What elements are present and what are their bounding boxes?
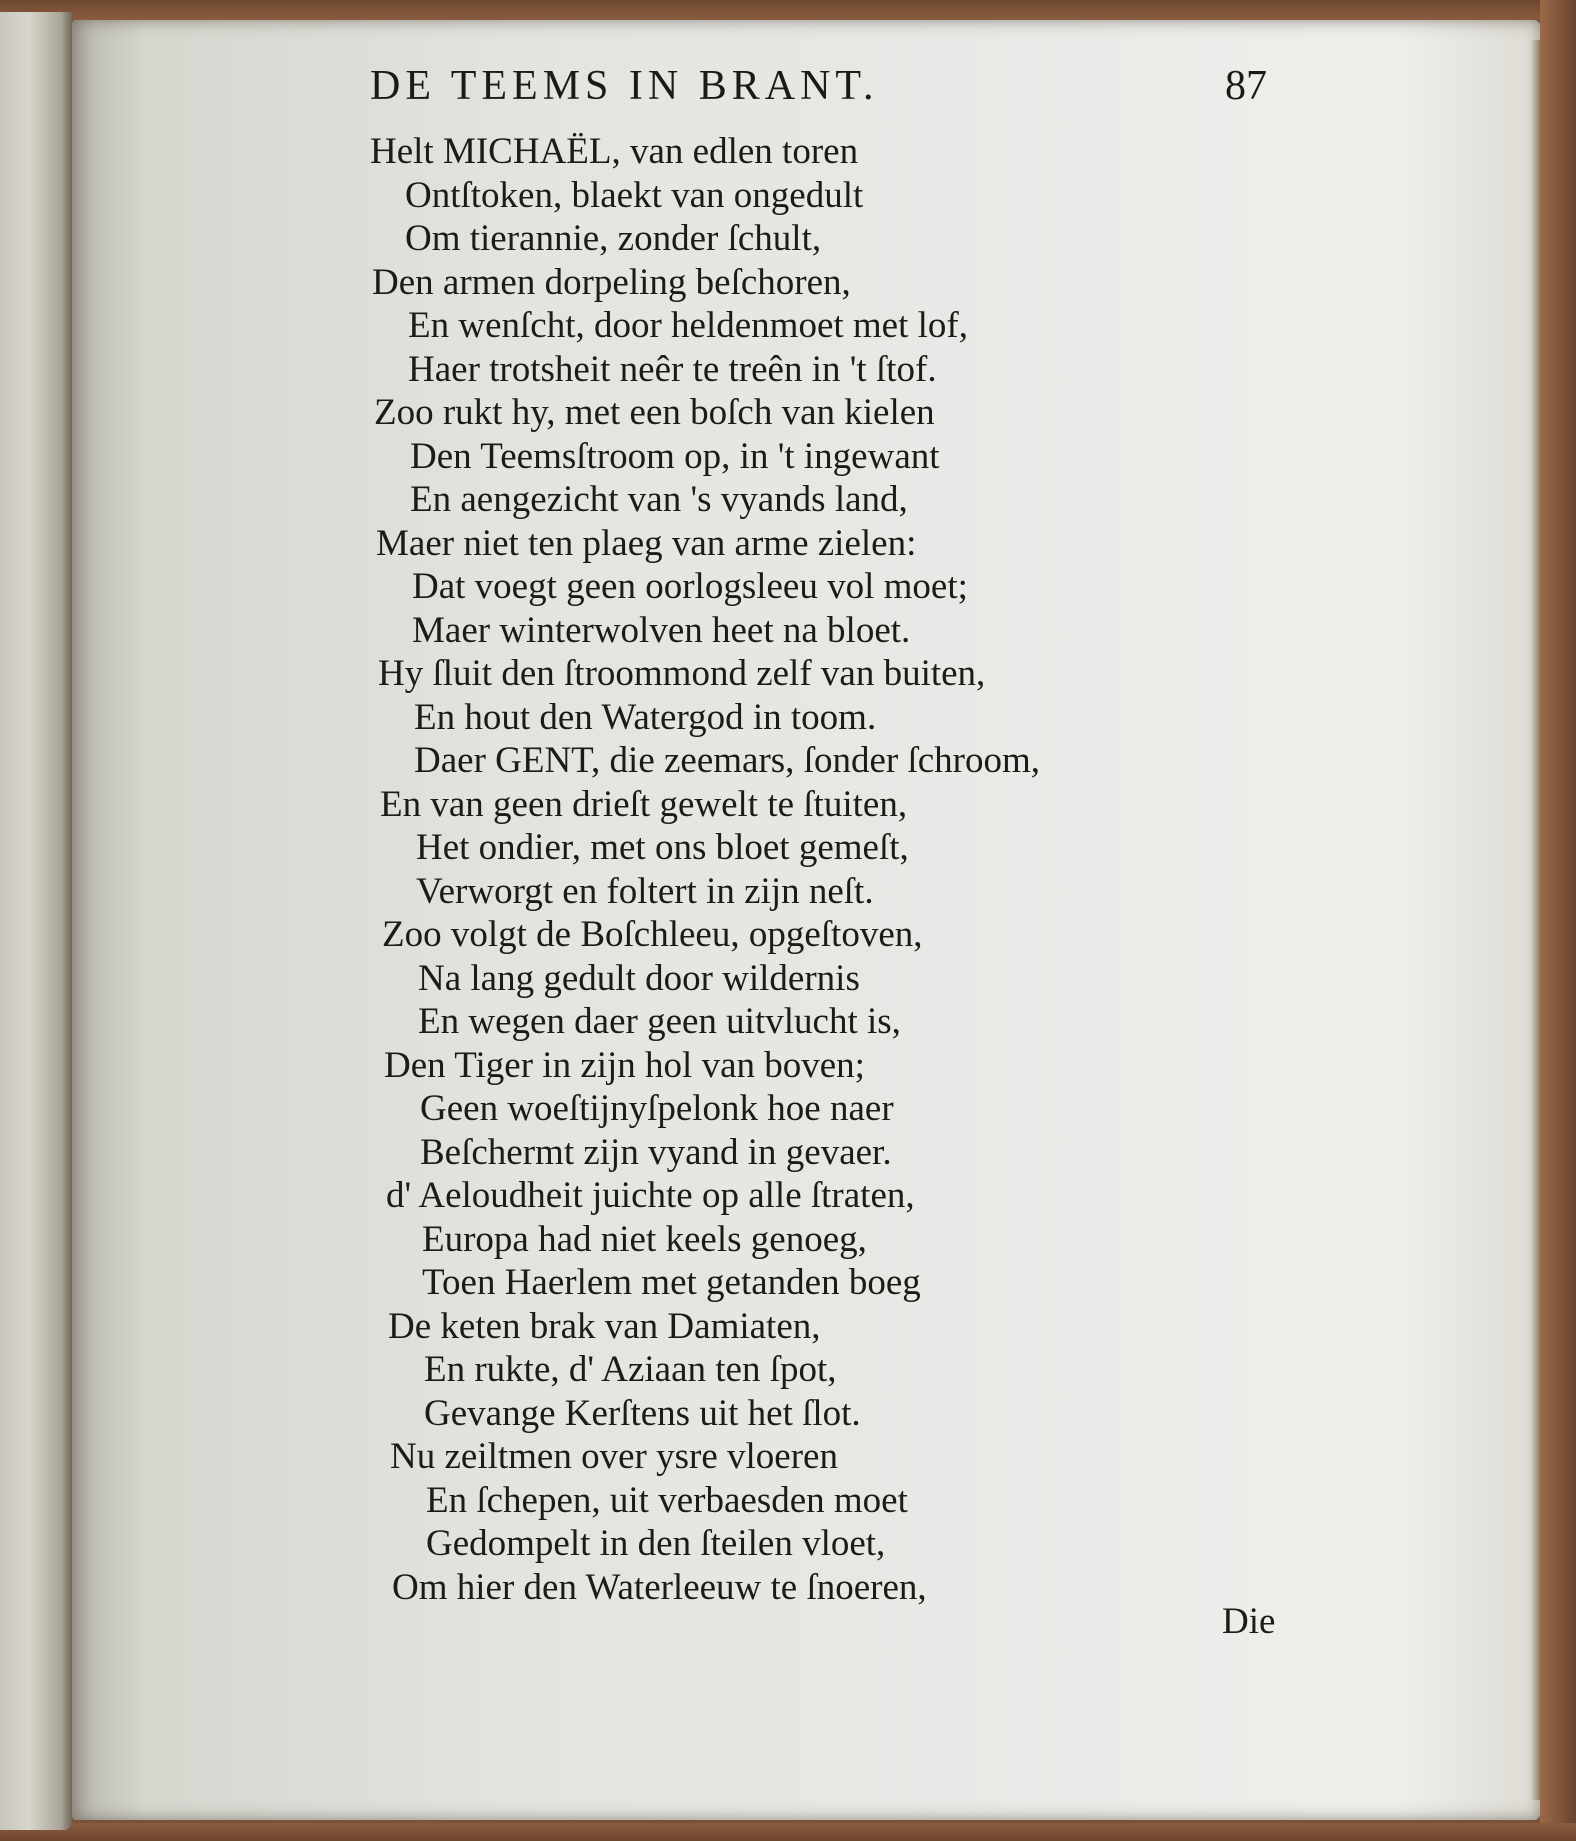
poem-line: Dat voegt geen oorlogsleeu vol moet; [412, 566, 968, 607]
poem-line: d' Aeloudheit juichte op alle ſtraten, [386, 1175, 915, 1216]
running-title: DE TEEMS IN BRANT. [370, 63, 879, 109]
poem-line: En ſchepen, uit verbaesden moet [426, 1479, 908, 1521]
poem-text [370, 130, 1270, 1609]
catchword: Die [1222, 1601, 1276, 1642]
poem-line: Den armen dorpeling beſchoren, [372, 261, 851, 303]
poem-line: En van geen drieſt gewelt te ſtuiten, [380, 783, 908, 825]
poem-line: En wenſcht, door heldenmoet met lof, [408, 305, 968, 346]
poem-line: De keten brak van Damiaten, [388, 1305, 821, 1347]
poem-line: Den Tiger in zijn hol van boven; [384, 1044, 865, 1086]
poem-line: Om hier den Waterleeuw te ſnoeren, [392, 1566, 927, 1608]
poem-line: En aengezicht van 's vyands land, [410, 479, 908, 520]
poem-line: Gedompelt in den ſteilen vloet, [426, 1523, 886, 1564]
book-cover-bottom [0, 1823, 1576, 1841]
book-cover-right [1540, 0, 1576, 1841]
poem-line: Geen woeſtijnyſpelonk hoe naer [420, 1088, 894, 1129]
poem-line: Nu zeiltmen over ysre vloeren [390, 1436, 838, 1477]
poem-line: Het ondier, met ons bloet gemeſt, [416, 827, 909, 868]
poem-line: Na lang gedult door wildernis [418, 957, 860, 999]
poem-line: Den Teemsſtroom op, in 't ingewant [410, 435, 940, 477]
poem-line: Gevange Kerſtens uit het ſlot. [424, 1392, 861, 1434]
poem-line: Helt MICHAËL, van edlen toren [370, 131, 859, 172]
poem-line: En hout den Watergod in toom. [414, 696, 877, 738]
poem-line: En wegen daer geen uitvlucht is, [418, 1001, 901, 1042]
poem-line: Haer trotsheit neêr te treên in 't ſtof. [408, 348, 937, 390]
poem-line: Toen Haerlem met getanden boeg [422, 1262, 921, 1303]
book-cover-top [0, 0, 1576, 20]
poem-line: En rukte, d' Aziaan ten ſpot, [424, 1349, 837, 1390]
page-fore-edge [1530, 40, 1540, 1800]
running-head [370, 62, 1270, 122]
facing-page-edge [0, 12, 72, 1830]
poem-line: Daer GENT, die zeemars, ſonder ſchroom, [414, 740, 1041, 781]
poem-line: Maer niet ten plaeg van arme zielen: [376, 522, 917, 564]
poem-line: Europa had niet keels genoeg, [422, 1218, 867, 1260]
poem-line: Beſchermt zijn vyand in gevaer. [420, 1131, 892, 1173]
poem-line: Maer winterwolven heet na bloet. [412, 609, 911, 651]
poem-line: Verworgt en foltert in zijn neſt. [416, 870, 874, 912]
poem-line: Zoo volgt de Boſchleeu, opgeſtoven, [382, 914, 923, 955]
poem-line: Hy ſluit den ſtroommond zelf van buiten, [378, 653, 986, 694]
poem-line: Zoo rukt hy, met een boſch van kielen [374, 392, 935, 433]
poem-line: Ontſtoken, blaekt van ongedult [405, 174, 864, 216]
poem-line: Om tierannie, zonder ſchult, [405, 218, 822, 259]
page-number: 87 [1225, 63, 1267, 109]
